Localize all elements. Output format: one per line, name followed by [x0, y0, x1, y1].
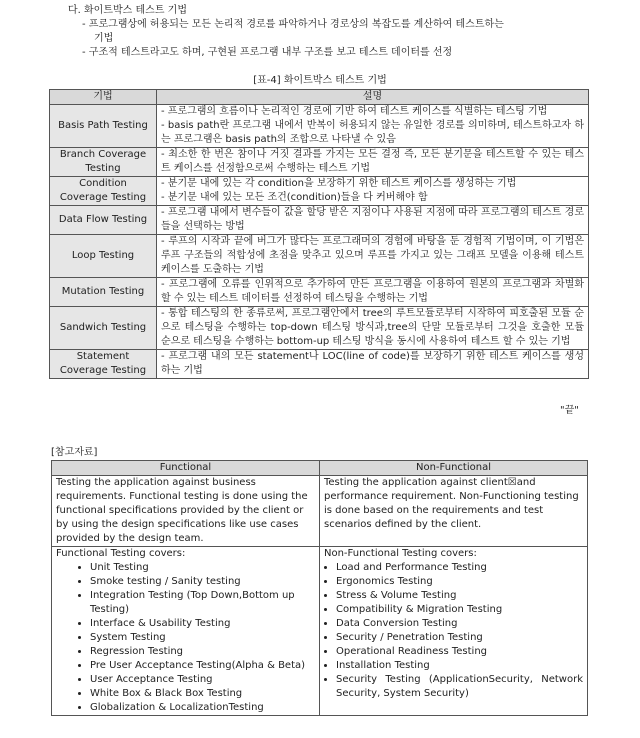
table-row — [50, 177, 589, 206]
table-header-row — [50, 90, 589, 105]
list-item: • Operational Readiness Testing — [336, 645, 583, 659]
method-cell: Loop Testing — [50, 235, 157, 278]
table-row — [50, 148, 589, 177]
description-cell — [157, 105, 589, 148]
section-bullet: - 프로그램상에 허용되는 모든 논리적 경로를 파악하거나 경로상의 복잡도를 계산하여 테스트하는 — [82, 19, 504, 30]
description-line: - 분기문 내에 있는 모든 조건(condition)들을 다 커버해야 함 — [161, 192, 428, 203]
header-method: 기법 — [50, 90, 157, 105]
functional-covers-list — [56, 561, 315, 715]
description-line: - 프로그램의 흐름이나 논리적인 경로에 기반 하여 테스트 케이스를 식별하는 테스팅 기법 — [161, 106, 548, 117]
functional-description: Testing the application against business requirements. Functional testing is done using the functional specifications provided by the client or by using the design specifications like use cases provided by the design team. — [52, 476, 320, 547]
list-item: • Ergonomics Testing — [336, 575, 583, 589]
method-cell: Mutation Testing — [50, 278, 157, 307]
table-caption: [표-4] 화이트박스 테스트 기법 — [253, 75, 387, 86]
list-item: • Stress & Volume Testing — [336, 589, 583, 603]
table-row — [50, 307, 589, 350]
description-line: - 통합 테스팅의 한 종류로써, 프로그램안에서 tree의 루트모듈로부터 시작하여 피호출된 모듈 순으로 테스팅을 수행하는 top-down 테스팅 방식과,tree의 단말 모듈로부터 그것을 호출한 모듈 순으로 테스팅을 수행하는 bottom-up 테스팅 방식을 동시에 사용하여 테스트 할 수 있는 기법 — [161, 308, 584, 347]
description-line: - 분기문 내에 있는 각 condition을 보장하기 위한 테스트 케이스를 생성하는 기법 — [161, 178, 517, 189]
method-cell: Basis Path Testing — [50, 105, 157, 148]
description-cell — [157, 148, 589, 177]
list-item: • Installation Testing — [336, 659, 583, 673]
description-cell — [157, 350, 589, 379]
list-item: • Data Conversion Testing — [336, 617, 583, 631]
list-item: • Integration Testing (Top Down,Bottom up Testing) — [90, 589, 315, 617]
table-header-row — [52, 461, 588, 476]
description-cell — [157, 235, 589, 278]
list-item: • Compatibility & Migration Testing — [336, 603, 583, 617]
nonfunctional-description: Testing the application against client☒and performance requirement. Non-Functioning testing is done based on the requirements and test scenarios defined by the client. — [320, 476, 588, 547]
description-cell — [157, 177, 589, 206]
table-row — [52, 547, 588, 716]
method-cell: Branch Coverage Testing — [50, 148, 157, 177]
table-row — [50, 278, 589, 307]
functional-covers-cell — [52, 547, 320, 716]
section-bullet: - 구조적 테스트라고도 하며, 구현된 프로그램 내부 구조를 보고 테스트 데이터를 선정 — [82, 47, 453, 58]
nonfunctional-covers-title: Non-Functional Testing covers: — [324, 548, 477, 559]
description-line: - 루프의 시작과 끝에 버그가 많다는 프로그래머의 경험에 바탕을 둔 경험적 기법이며, 이 기법은 루프 구조들의 적합성에 초점을 맞추고 있으며 루프를 가지고 있는 그래프 모델을 이용해 테스트케이스를 도출하는 기법 — [161, 236, 584, 275]
list-item: • Globalization & LocalizationTesting — [90, 701, 315, 715]
nonfunctional-covers-cell — [320, 547, 588, 716]
table-row — [50, 206, 589, 235]
section-heading: 다. 화이트박스 테스트 기법 — [68, 5, 187, 16]
section-bullet-cont: 기법 — [94, 33, 114, 44]
description-line: - 프로그램 내에서 변수들이 값을 할당 받은 지점이나 사용된 지점에 따라 프로그램의 테스트 경로들을 선택하는 방법 — [161, 207, 584, 232]
table-row — [52, 476, 588, 547]
nonfunctional-covers-list — [324, 561, 583, 701]
method-cell: Statement Coverage Testing — [50, 350, 157, 379]
description-line: - 프로그램 내의 모든 statement나 LOC(line of code)를 보장하기 위한 테스트 케이스를 생성하는 기법 — [161, 351, 584, 376]
list-item: • User Acceptance Testing — [90, 673, 315, 687]
functional-vs-nonfunctional-table — [51, 460, 588, 716]
table-row — [50, 235, 589, 278]
list-item: • Load and Performance Testing — [336, 561, 583, 575]
method-cell: Data Flow Testing — [50, 206, 157, 235]
list-item: • Smoke testing / Sanity testing — [90, 575, 315, 589]
table-row — [50, 350, 589, 379]
whitebox-techniques-table — [49, 89, 589, 379]
list-item: • White Box & Black Box Testing — [90, 687, 315, 701]
list-item: • System Testing — [90, 631, 315, 645]
header-functional: Functional — [52, 461, 320, 476]
references-title: [참고자료] — [51, 447, 98, 458]
description-line: - 프로그램에 오류를 인위적으로 추가하여 만든 프로그램을 이용하여 원본의 프로그램과 차별화 할 수 있는 테스트 데이터를 선정하여 테스팅을 수행하는 기법 — [161, 279, 584, 304]
header-nonfunctional: Non-Functional — [320, 461, 588, 476]
description-line: - basis path란 프로그램 내에서 반복이 허용되지 않는 유일한 경로를 의미하며, 테스트하고자 하는 프로그램은 basis path의 조합으로 나타낼 수 있음 — [161, 120, 584, 145]
list-item: • Security Testing (ApplicationSecurity, Network Security, System Security) — [336, 673, 583, 701]
end-mark: "끝" — [560, 405, 579, 416]
description-cell — [157, 278, 589, 307]
method-cell: Condition Coverage Testing — [50, 177, 157, 206]
list-item: • Security / Penetration Testing — [336, 631, 583, 645]
description-line: - 최소한 한 번은 참이나 거짓 결과를 가지는 모든 결정 즉, 모든 분기문을 테스트할 수 있는 테스트 케이스를 선정함으로써 수행하는 테스트 기법 — [161, 149, 584, 174]
list-item: • Interface & Usability Testing — [90, 617, 315, 631]
method-cell: Sandwich Testing — [50, 307, 157, 350]
header-description: 설명 — [157, 90, 589, 105]
list-item: • Regression Testing — [90, 645, 315, 659]
description-cell — [157, 307, 589, 350]
list-item: • Unit Testing — [90, 561, 315, 575]
functional-covers-title: Functional Testing covers: — [56, 548, 186, 559]
table-row — [50, 105, 589, 148]
list-item: • Pre User Acceptance Testing(Alpha & Beta) — [90, 659, 315, 673]
description-cell — [157, 206, 589, 235]
